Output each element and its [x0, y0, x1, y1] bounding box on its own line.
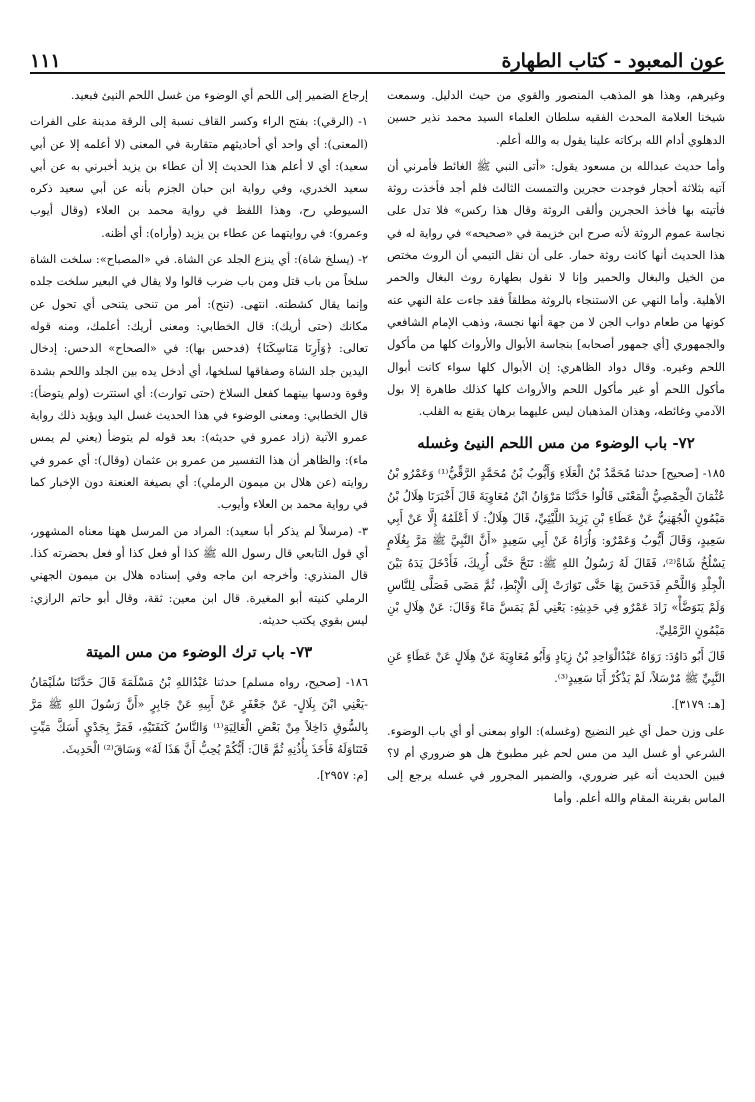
- running-head: [30, 38, 725, 74]
- text-columns: [30, 84, 725, 813]
- paragraph: وأما حديث عبدالله بن مسعود يقول: «أتى النبي ﷺ الغائط فأمرني أن آتيه بثلاثة أحجار فوجدت حجرين والتمست الثالث فلم أجد فأخذت روثة فأتيته بها فأخذ الحجرين وألقى الروثة وقال هذا ركس» فلا تدل على نجاسة عموم الروثة لأنه صرح ابن خزيمة في «صحيحه» في رواية له في هذا الحديث أنها كانت روثة حمار. على أن نقل التيمي أن الروث مختص من الخيل والبغال والحمير وإنا لا نقول بطهارة روث البغال والحمر الأهلية. وأما النهي عن الاستنجاء بالروثة مطلقاً فقد جاءت علة النهي عنه كونها من طعام دواب الجن لا من جهة أنها نجسة، وذهب الإمام الشافعي والجمهوري [أي جمهور أصحابه] بنجاسة الأبوال والأرواث كلها من مأكول اللحم وغيره. وقال دواد الظاهري: إن الأبوال كلها سواء كانت أبوال مأكول اللحم أو غير مأكول اللحم والأرواث كلها كذلك طاهرة إلا بول الآدمي وغائطه، وهذان المذهبان ليس عليهما برهان يقنع به القلب.: [387, 158, 725, 419]
- hadith-note: قَالَ أَبُو دَاوُدَ: رَوَاهُ عَبْدُالْوَاحِدِ بْنُ زِيَادٍ وَأَبُو مُعَاوِيَةَ عَنْ هِلَالٍ عَنْ عَطَاءٍ عَنِ النَّبِيِّ ﷺ مُرْسَلاً، لَمْ يَذْكُرْ أَبَا سَعِيدٍ⁽³⁾.: [387, 648, 725, 686]
- left-column: [30, 84, 368, 813]
- chapter-heading: ٧٢- باب الوضوء من مس اللحم النيئ وغسله: [417, 434, 695, 453]
- commentary: على وزن حمل أي غير النضيج (وغسله): الواو بمعنى أو أي باب الوضوء. الشرعي أو غسل اليد من مس لحم غير مطبوخ هل هو ضروري أم لا؟ فبين الحديث أنه غير ضروري، والضمير المجرور في غسله يرجع إلى الماس بقرينة المقام والله أعلم. وأما: [387, 723, 725, 805]
- reference: [م: ٢٩٥٧].: [316, 768, 368, 783]
- footnote: ٢- (يسلخ شاة): أي ينزع الجلد عن الشاة. في «المصباح»: سلخت الشاة سلخاً من باب قتل ومن باب ضرب قالوا ولا يقال في البعير سلخت جلده وإنما يقال كشطته. انتهى. (تنح): أمر من تنحى يتنحى أي تحول عن مكانك (حتى أريك): قال الخطابي: ومعنى أريك: أعلمك، ومنه قوله تعالى: ﴿وَأَرِنَا مَنَاسِكَنَا﴾ (فدحس بها): في «الصحاح» الدحس: إدخال اليدين جلد الشاة وصفاقها لسلخها، أي أدخل يده بين الجلد واللحم بشدة وقوة ودسها بينهما كفعل السلاخ (حتى توارت): أي استترت (ولم يتوضأ): قال الخطابي: ومعنى الوضوء في هذا الحديث غسل اليد ويؤيد ذلك رواية عمرو الآتية (زاد عمرو في حديثه): بعد قوله لم يتوضأ (يعني لم يمس ماء): والظاهر أن هذا التفسير من عمرو بن عثمان (وقال): أي عمرو في روايته (عن هلال بن ميمون الرملي): أي بصيغة العنعنة دون الإخبار كما في رواية محمد بن العلاء وأيوب.: [30, 252, 368, 512]
- right-column: [387, 84, 725, 813]
- chapter-heading: ٧٣- باب ترك الوضوء من مس الميتة: [85, 643, 313, 662]
- hadith-text: ١٨٦- [صحيح، رواه مسلم] حدثنا عَبْدُاللهِ بْنُ مَسْلَمَةَ قَالَ حَدَّثَنَا سُلَيْمَانُ -يَعْنِي ابْنَ بِلَالٍ- عَنْ جَعْفَرٍ عَنْ أَبِيهِ عَنْ جَابِرٍ «أَنَّ رَسُولَ اللهِ ﷺ مَرَّ بِالسُّوقِ دَاخِلاً مِنْ بَعْضِ الْعَالِيَةِ⁽¹⁾ وَالنَّاسُ كَنَفَتَيْهِ، فَمَرَّ بِجَدْيٍ أَسَكَّ مَيِّتٍ فَتَنَاوَلَهُ فَأَخَذَ بِأُذُنِهِ ثُمَّ قَالَ: أَيُّكُمْ يُحِبُّ أَنَّ هَذَا لَهُ» وَسَاقَ⁽²⁾ الْحَدِيثَ.: [30, 675, 369, 757]
- hadith-text: ١٨٥- [صحيح] حدثنا مُحَمَّدُ بْنُ الْعَلَاءِ وَأَيُّوبُ بْنُ مُحَمَّدٍ الرَّقِّيُّ⁽¹⁾ وَعَمْرُو بْنُ عُثْمَانَ الْحِمْصِيُّ الْمَعْنَى قَالُوا حَدَّثَنَا مَرْوَانُ ابْنُ مُعَاوِيَةَ قَالَ أَخْبَرَنَا هِلَالُ بْنُ مَيْمُونٍ الْجُهَنِيُّ عَنْ عَطَاءِ بْنِ يَزِيدَ اللَّيْثِيِّ، قَالَ هِلَالٌ: لَا أَعْلَمُهُ إِلَّا عَنْ أَبِي سَعِيدٍ، وَقَالَ أَيُّوبُ وَعَمْرٌو: وَأُرَاهُ عَنْ أَبِي سَعِيدٍ «أَنَّ النَّبِيَّ ﷺ مَرَّ بِغُلَامٍ يَسْلُخُ شَاةً⁽²⁾، فَقَالَ لَهُ رَسُولُ اللهِ ﷺ: تَنَحَّ حَتَّى أُرِيكَ، فَأَدْخَلَ يَدَهُ بَيْنَ الْجِلْدِ وَاللَّحْمِ فَدَحَسَ بِهَا حَتَّى تَوَارَتْ إِلَى الْإِبْطِ، ثُمَّ مَضَى فَصَلَّى لِلنَّاسِ وَلَمْ يَتَوَضَّأْ» زَادَ عَمْرٌو فِي حَدِيثِهِ: يَعْنِي لَمْ يَمَسَّ مَاءً وَقَالَ: عَنْ هِلَالِ بْنِ مَيْمُونٍ الرَّمْلِيِّ.: [387, 466, 725, 637]
- reference: [هـ: ٣١٧٩].: [671, 697, 725, 712]
- paragraph: وغيرهم، وهذا هو المذهب المنصور والقوي من حيث الدليل. وسمعت شيخنا العلامة المحدث الفقيه سلطان العلماء السيد محمد نذير حسين الدهلوي أدام الله بركاته علينا يقول به والله أعلم.: [387, 88, 725, 147]
- paragraph: إرجاع الضمير إلى اللحم أي الوضوء من غسل اللحم النيئ فبعيد.: [70, 88, 368, 102]
- book-title: عون المعبود - كتاب الطهارة: [501, 50, 725, 72]
- footnote: ١- (الرقي): بفتح الراء وكسر القاف نسبة إلى الرقة مدينة على الفرات (المعنى): أي واحد أي أحاديثهم متقاربة في المعنى (لا أعلمه إلا عن أبي سعيد): أي لا أعلم هذا الحديث إلا أن عطاء بن يزيد أخبرني به عن أبي سعيد الخدري، وفي رواية ابن حبان الجزم بأنه عن أبي سعيد ذكره السيوطي رح، وهذا اللفظ في رواية محمد بن العلاء (وقال أيوب وعمرو): في روايتهما عن عطاء بن يزيد (وأراه): أي أظنه.: [30, 114, 368, 240]
- footnote: ٣- (مرسلاً لم يذكر أبا سعيد): المراد من المرسل ههنا معناه المشهور، أي قول التابعي قال رسول الله ﷺ كذا أو فعل كذا أو فعل بحضرته كذا. قال المنذري: وأخرجه ابن ماجه وفي إسناده هلال بن ميمون الجهني الرملي كنيته أبو المغيرة. قال ابن معين: ثقة، وقال أبو حاتم الرازي: ليس بقوي يكتب حديثه.: [30, 523, 368, 627]
- page-number: ١١١: [30, 50, 61, 72]
